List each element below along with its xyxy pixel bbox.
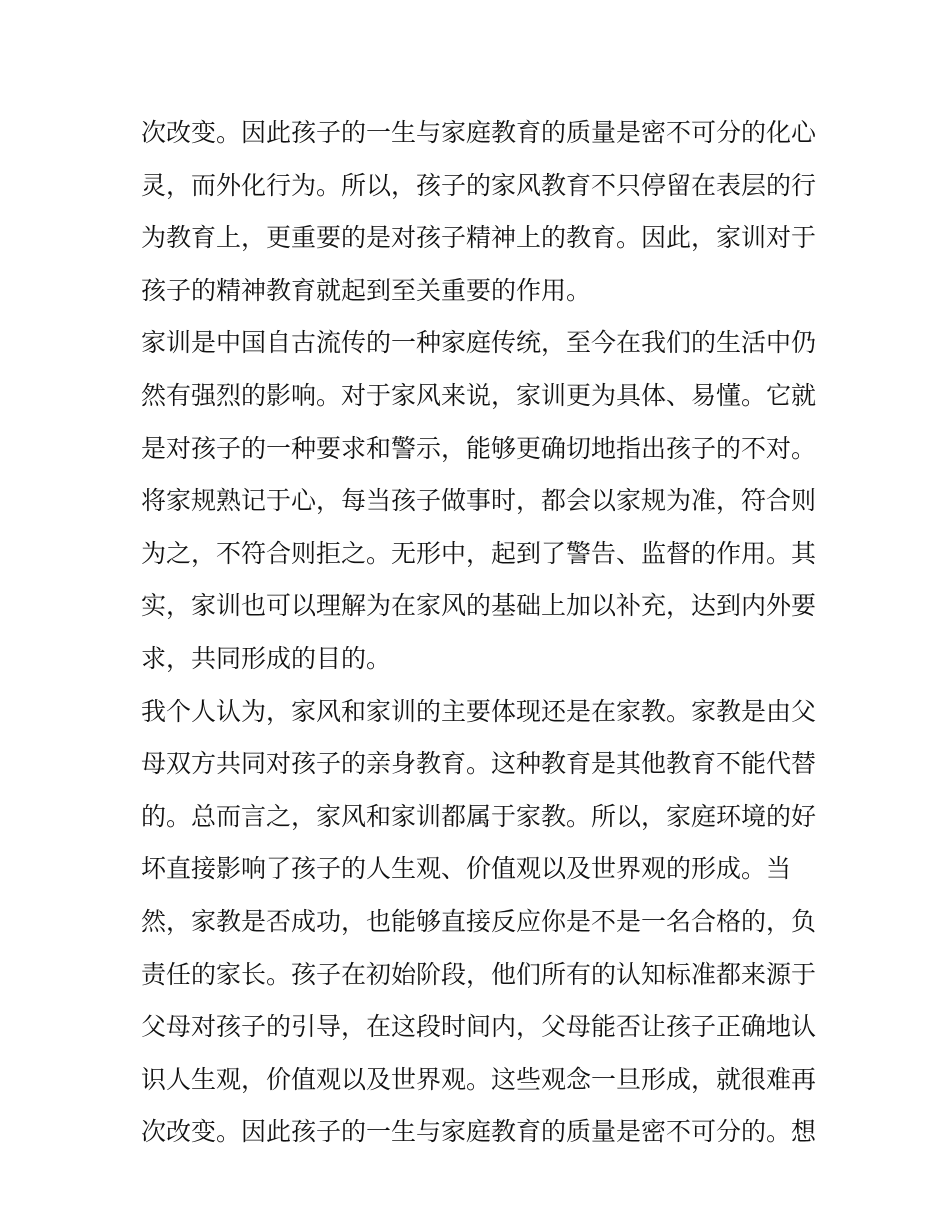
- text-line: 然，家教是否成功，也能够直接反应你是不是一名合格的，负: [141, 906, 817, 936]
- text-line: 识人生观，价值观以及世界观。这些观念一旦形成，就很难再: [141, 1064, 817, 1094]
- text-line: 坏直接影响了孩子的人生观、价值观以及世界观的形成。当: [141, 854, 792, 884]
- body-text: [141, 107, 821, 1159]
- text-line: 我个人认为，家风和家训的主要体现还是在家教。家教是由父: [141, 696, 817, 726]
- text-line: 次改变。因此孩子的一生与家庭教育的质量是密不可分的化心: [141, 118, 817, 147]
- text-line: 父母对孩子的引导，在这段时间内，父母能否让孩子正确地认: [141, 1012, 817, 1042]
- text-line: 次改变。因此孩子的一生与家庭教育的质量是密不可分的。想: [141, 1117, 817, 1147]
- text-line: 将家规熟记于心，每当孩子做事时，都会以家规为准，符合则: [141, 486, 817, 516]
- text-line: 的。总而言之，家风和家训都属于家教。所以，家庭环境的好: [141, 801, 817, 831]
- text-line: 为之，不符合则拒之。无形中，起到了警告、监督的作用。其: [141, 538, 817, 568]
- text-line: 实，家训也可以理解为在家风的基础上加以补充，达到内外要: [141, 591, 817, 621]
- text-line: 求，共同形成的目的。: [141, 643, 392, 673]
- text-line: 灵，而外化行为。所以，孩子的家风教育不只停留在表层的行: [141, 170, 817, 200]
- text-line: 为教育上，更重要的是对孩子精神上的教育。因此，家训对于: [141, 223, 817, 253]
- text-line: 责任的家长。孩子在初始阶段，他们所有的认知标准都来源于: [141, 959, 817, 989]
- text-line: 母双方共同对孩子的亲身教育。这种教育是其他教育不能代替: [141, 749, 817, 779]
- text-line: 然有强烈的影响。对于家风来说，家训更为具体、易懂。它就: [141, 380, 817, 410]
- text-line: 家训是中国自古流传的一种家庭传统，至今在我们的生活中仍: [141, 328, 817, 358]
- text-line: 是对孩子的一种要求和警示，能够更确切地指出孩子的不对。: [141, 433, 817, 463]
- text-line: 孩子的精神教育就起到至关重要的作用。: [141, 275, 592, 305]
